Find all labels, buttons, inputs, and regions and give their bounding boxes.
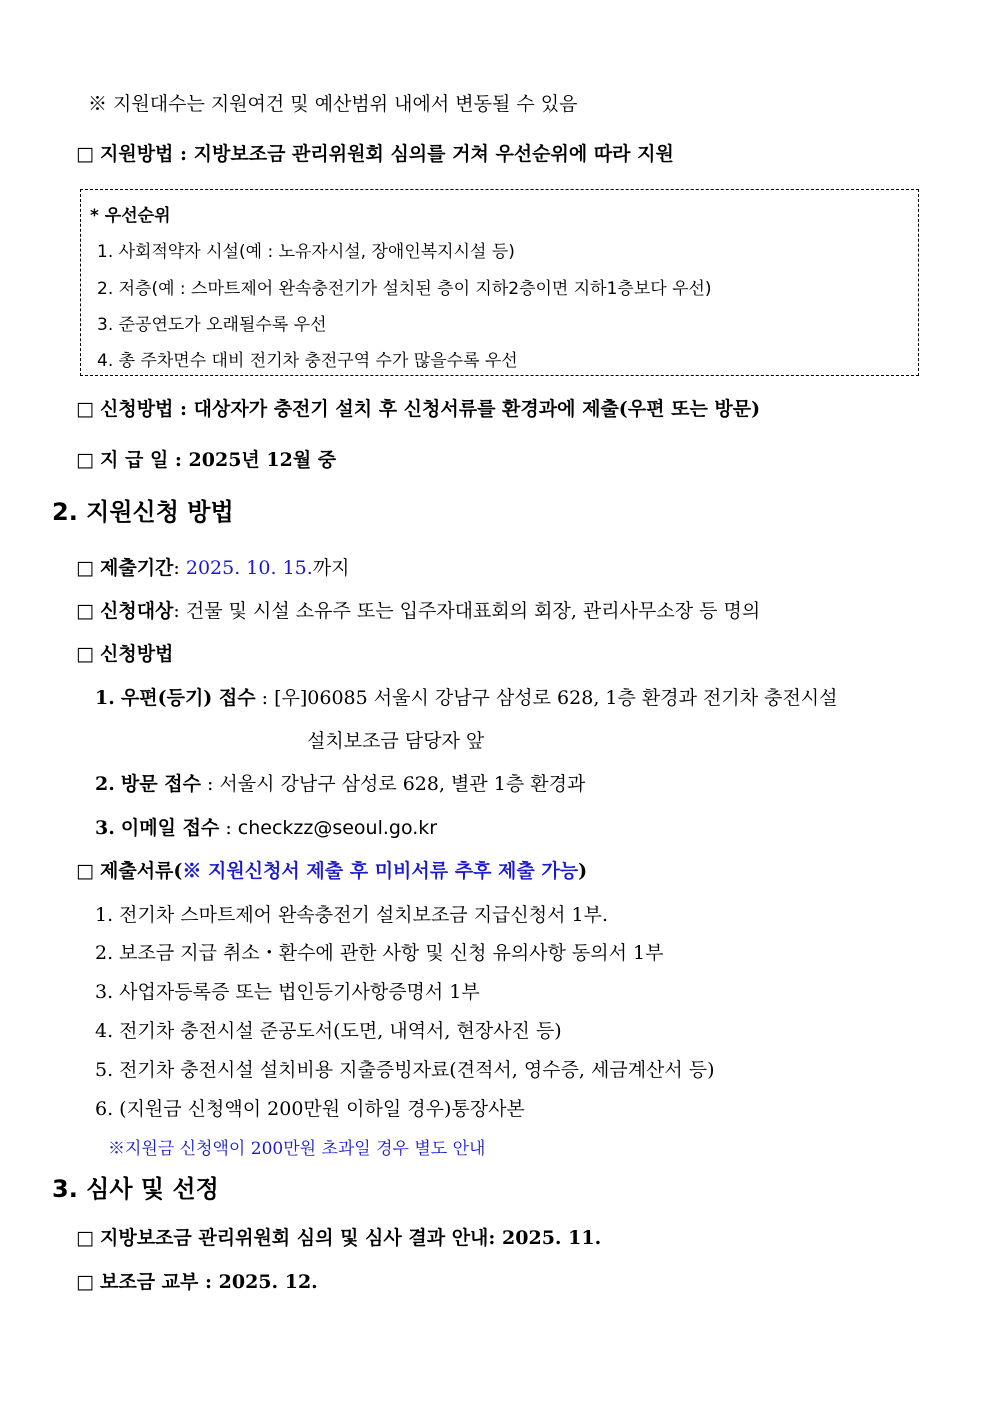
method-separator: : (200, 773, 220, 795)
priority-item: 4. 총 주차면수 대비 전기차 충전구역 수가 많을수록 우선 (97, 351, 518, 371)
doc-item: 6. (지원금 신청액이 200만원 이하일 경우)통장사본 (95, 1098, 525, 1120)
doc-item: 3. 사업자등록증 또는 법인등기사항증명서 1부 (95, 981, 480, 1003)
checkbox-icon: □ (76, 449, 94, 471)
application-method-row (76, 642, 173, 666)
apply-target-text: 건물 및 시설 소유주 또는 입주자대표회의 회장, 관리사무소장 등 명의 (185, 600, 761, 622)
method-number: 1. (95, 687, 115, 709)
pay-date-label: 지 급 일 (100, 449, 169, 471)
required-docs-label: 제출서류( (100, 860, 183, 882)
required-docs-row (76, 859, 587, 883)
doc-item: 5. 전기차 충전시설 설치비용 지출증빙자료(견적서, 영수증, 세금계산서 등) (95, 1059, 715, 1081)
doc-footnote: ※지원금 신청액이 200만원 초과일 경우 별도 안내 (108, 1139, 486, 1159)
method-label: 이메일 접수 (120, 817, 220, 839)
apply-target-label: 신청대상 (100, 600, 174, 622)
pay-date-row (76, 448, 336, 472)
method-separator: : (219, 817, 238, 839)
required-docs-note: ※ 지원신청서 제출 후 미비서류 추후 제출 가능 (182, 860, 579, 882)
submission-period-suffix: 까지 (312, 557, 350, 579)
email-link[interactable]: checkzz@seoul.go.kr (237, 817, 438, 839)
priority-item: 2. 저층(예 : 스마트제어 완속충전기가 설치된 층이 지하2층이면 지하1층보다 우선) (97, 279, 712, 299)
priority-title: * 우선순위 (90, 206, 171, 226)
support-method-text: 지방보조금 관리위원회 심의를 거쳐 우선순위에 따라 지원 (193, 143, 674, 165)
support-method-separator: : (173, 143, 194, 165)
method-number: 2. (95, 773, 115, 795)
method-email (95, 816, 437, 840)
method-address: [우]06085 서울시 강남구 삼성로 628, 1층 환경과 전기차 충전시설 (274, 687, 838, 709)
pay-date-separator: : (168, 449, 189, 471)
method-label: 방문 접수 (120, 773, 201, 795)
submission-period-row (76, 556, 350, 580)
doc-item: 2. 보조금 지급 취소・환수에 관한 사항 및 신청 유의사항 동의서 1부 (95, 942, 664, 964)
method-number: 3. (95, 817, 115, 839)
apply-method-row (76, 397, 760, 421)
checkbox-icon: □ (76, 1227, 94, 1249)
apply-target-row (76, 599, 760, 623)
grant-text: 보조금 교부 : 2025. 12. (100, 1271, 318, 1293)
submission-period-date: 2025. 10. 15. (185, 557, 313, 579)
pay-date-text: 2025년 12월 중 (188, 449, 337, 471)
required-docs-close: ) (578, 860, 588, 882)
review-text: 지방보조금 관리위원회 심의 및 심사 결과 안내: 2025. 11. (100, 1227, 602, 1249)
checkbox-icon: □ (76, 398, 94, 420)
method-visit (95, 772, 585, 796)
checkbox-icon: □ (76, 1271, 94, 1293)
apply-method-separator: : (173, 398, 194, 420)
priority-item: 1. 사회적약자 시설(예 : 노유자시설, 장애인복지시설 등) (97, 242, 515, 262)
checkbox-icon: □ (76, 860, 94, 882)
checkbox-icon: □ (76, 557, 94, 579)
review-row (76, 1226, 601, 1250)
support-method-row (76, 142, 674, 166)
checkbox-icon: □ (76, 600, 94, 622)
submission-period-label: 제출기간 (100, 557, 174, 579)
availability-note: ※ 지원대수는 지원여건 및 예산범위 내에서 변동될 수 있음 (88, 93, 578, 115)
method-mail (95, 686, 838, 710)
submission-period-colon: : (173, 557, 186, 579)
checkbox-icon: □ (76, 643, 94, 665)
method-separator: : (255, 687, 275, 709)
doc-item: 1. 전기차 스마트제어 완속충전기 설치보조금 지급신청서 1부. (95, 904, 608, 926)
priority-item: 3. 준공연도가 오래될수록 우선 (97, 315, 327, 335)
method-label: 우편(등기) 접수 (120, 687, 256, 709)
support-method-label: 지원방법 (100, 143, 174, 165)
grant-row (76, 1270, 318, 1294)
apply-method-label: 신청방법 (100, 398, 174, 420)
application-method-label: 신청방법 (100, 643, 174, 665)
method-mail-continued: 설치보조금 담당자 앞 (307, 730, 485, 752)
apply-method-text: 대상자가 충전기 설치 후 신청서류를 환경과에 제출(우편 또는 방문) (193, 398, 761, 420)
section-2-heading: 2. 지원신청 방법 (52, 498, 234, 526)
method-address: 서울시 강남구 삼성로 628, 별관 1층 환경과 (219, 773, 586, 795)
checkbox-icon: □ (76, 143, 94, 165)
doc-item: 4. 전기차 충전시설 준공도서(도면, 내역서, 현장사진 등) (95, 1020, 562, 1042)
apply-target-colon: : (173, 600, 186, 622)
section-3-heading: 3. 심사 및 선정 (52, 1175, 219, 1203)
